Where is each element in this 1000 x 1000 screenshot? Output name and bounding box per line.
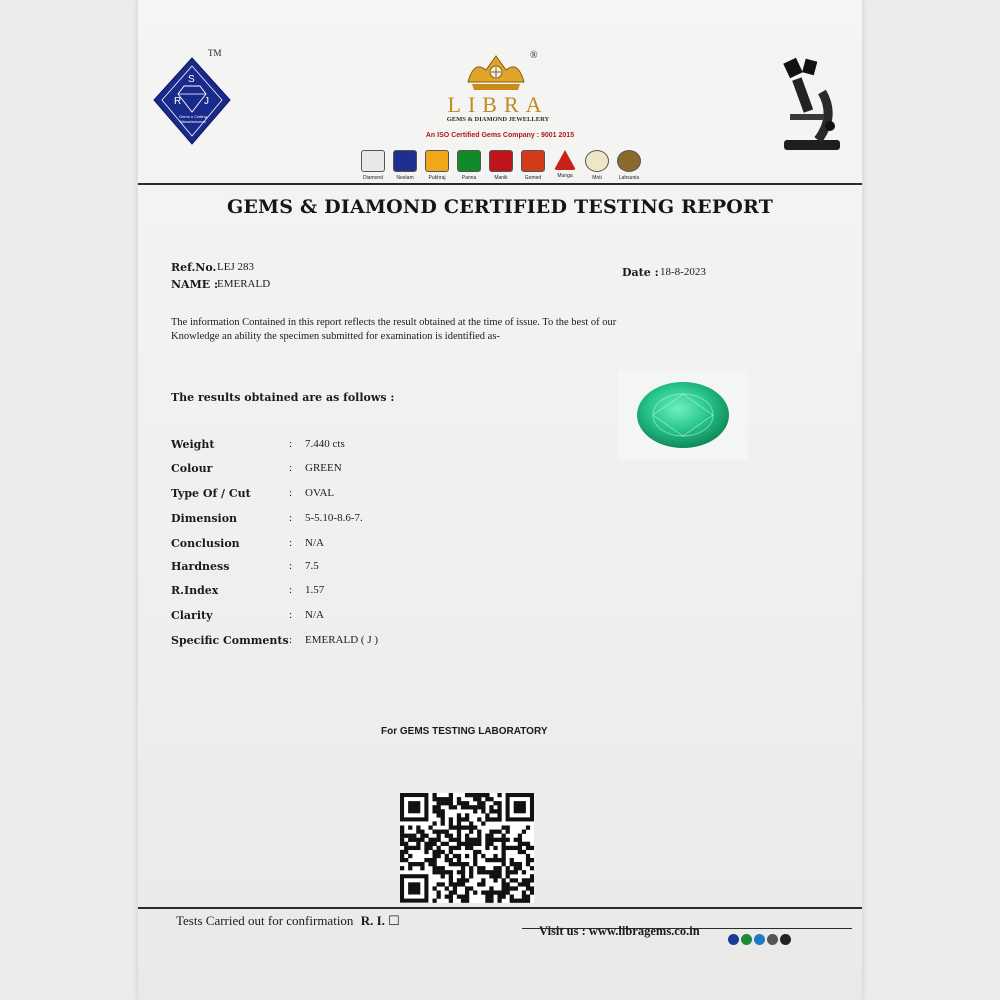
libra-crown-icon: [464, 52, 528, 92]
gem-pukhraj-icon: [425, 150, 449, 172]
result-separator: :: [289, 512, 293, 524]
tests-text: Tests Carried out for confirmation: [176, 913, 354, 928]
gem-lahsunia-label: Lahsunia: [618, 175, 640, 181]
results-heading: The results obtained are as follows :: [171, 391, 395, 404]
youtube-icon[interactable]: [767, 934, 778, 945]
gem-gomed: [520, 150, 546, 181]
brand-tagline: GEMS & DIAMOND JEWELLERY: [446, 116, 550, 123]
result-label: Type Of / Cut: [171, 487, 251, 500]
srj-letter-j: J: [204, 96, 209, 107]
intro-paragraph: [171, 316, 791, 344]
gem-moti: [584, 150, 610, 181]
registered-mark: ®: [530, 50, 538, 61]
whatsapp-icon[interactable]: [741, 934, 752, 945]
ri-text: R. I.: [360, 913, 385, 928]
gem-neelam: [392, 150, 418, 181]
result-label: Colour: [171, 462, 213, 475]
result-label: Specific Comments: [171, 634, 289, 647]
footer-divider: [138, 907, 862, 909]
date-block: [622, 266, 762, 282]
gem-lahsunia-icon: [617, 150, 641, 172]
gem-pukhraj-label: Pukhraj: [428, 175, 446, 181]
result-separator: :: [289, 462, 293, 474]
ref-label: Ref.No.: [171, 261, 217, 274]
date-label: Date :: [622, 266, 659, 279]
website-line[interactable]: Visit us : www.libragems.co.in: [539, 924, 700, 938]
gem-neelam-label: Neelam: [396, 175, 414, 181]
gem-lahsunia: [616, 150, 642, 181]
srj-letter-r: R: [174, 96, 182, 107]
gem-neelam-icon: [393, 150, 417, 172]
result-label: Hardness: [171, 560, 230, 573]
result-value: N/A: [305, 537, 324, 549]
result-value: EMERALD ( J ): [305, 634, 379, 646]
gem-strip: [360, 150, 650, 186]
result-value: N/A: [305, 609, 324, 621]
intro-line-2: Knowledge an ability the specimen submitted for examination is identified as-: [171, 331, 500, 342]
srj-diamond-icon: [150, 52, 234, 152]
gem-moti-label: Moti: [592, 175, 602, 181]
result-separator: :: [289, 438, 293, 450]
result-value: GREEN: [305, 462, 342, 474]
srj-logo: [150, 48, 234, 152]
results-table: [171, 438, 771, 658]
header-divider: [138, 183, 862, 185]
date-value: 18-8-2023: [660, 266, 706, 278]
gem-munga-icon: [554, 150, 576, 170]
result-value: 7.440 cts: [305, 438, 345, 450]
ref-block: [171, 261, 471, 295]
gem-diamond: [360, 150, 386, 181]
result-label: Dimension: [171, 512, 238, 525]
result-value: OVAL: [305, 487, 335, 499]
gem-moti-icon: [585, 150, 609, 172]
gem-manik-label: Manik: [494, 175, 508, 181]
gem-munga-label: Munga: [557, 173, 573, 179]
result-separator: :: [289, 537, 293, 549]
result-row-dimension: [171, 512, 771, 528]
ri-checkbox: ☐: [388, 913, 400, 928]
ref-value: LEJ 283: [217, 261, 254, 273]
gem-diamond-label: Diamond: [362, 175, 383, 181]
result-row-comments: [171, 634, 771, 650]
trademark-mark: TM: [208, 48, 222, 58]
result-separator: :: [289, 584, 293, 596]
instagram-icon[interactable]: [780, 934, 791, 945]
result-row-conclusion: [171, 537, 771, 553]
result-separator: :: [289, 487, 293, 499]
gem-panna-label: Panna: [461, 175, 477, 181]
gem-diamond-icon: [361, 150, 385, 172]
result-value: 7.5: [305, 560, 319, 572]
gem-manik-icon: [489, 150, 513, 172]
result-label: Conclusion: [171, 537, 240, 550]
intro-line-1: The information Contained in this report reflects the result obtained at the time of issue. To the best of our: [171, 317, 617, 328]
brand-name: LIBRA: [447, 92, 549, 117]
name-label: NAME :: [171, 278, 219, 291]
result-label: R.Index: [171, 584, 219, 597]
gem-munga: [552, 150, 578, 179]
srj-letter-s: S: [188, 74, 195, 85]
footer-tests: [176, 913, 400, 929]
report-title: GEMS & DIAMOND CERTIFIED TESTING REPORT: [226, 196, 774, 218]
gem-gomed-icon: [521, 150, 545, 172]
facebook-icon[interactable]: [728, 934, 739, 945]
result-separator: :: [289, 634, 293, 646]
result-row-rindex: [171, 584, 771, 600]
result-value: 5-5.10-8.6-7.: [305, 512, 363, 524]
result-separator: :: [289, 560, 293, 572]
srj-subtext: Gems n Cutting Manufacturers: [179, 114, 207, 124]
result-value: 1.57: [305, 584, 325, 596]
twitter-icon[interactable]: [754, 934, 765, 945]
gem-panna: [456, 150, 482, 181]
gem-pukhraj: [424, 150, 450, 181]
lab-signature-line: For GEMS TESTING LABORATORY: [381, 726, 548, 737]
qr-code[interactable]: [400, 793, 534, 903]
gem-manik: [488, 150, 514, 181]
gem-panna-icon: [457, 150, 481, 172]
gem-gomed-label: Gomed: [524, 175, 542, 181]
result-row-weight: [171, 438, 771, 454]
result-row-colour: [171, 462, 771, 478]
iso-line: An ISO Certified Gems Company : 9001 2015: [425, 132, 575, 139]
result-row-hardness: [171, 560, 771, 576]
result-row-cut: [171, 487, 771, 503]
microscope-icon: [778, 56, 848, 156]
result-label: Clarity: [171, 609, 213, 622]
certificate-sheet: [138, 0, 862, 1000]
result-separator: :: [289, 609, 293, 621]
qr-code-icon: [400, 793, 534, 903]
result-label: Weight: [171, 438, 215, 451]
result-row-clarity: [171, 609, 771, 625]
name-value: EMERALD: [217, 278, 271, 290]
